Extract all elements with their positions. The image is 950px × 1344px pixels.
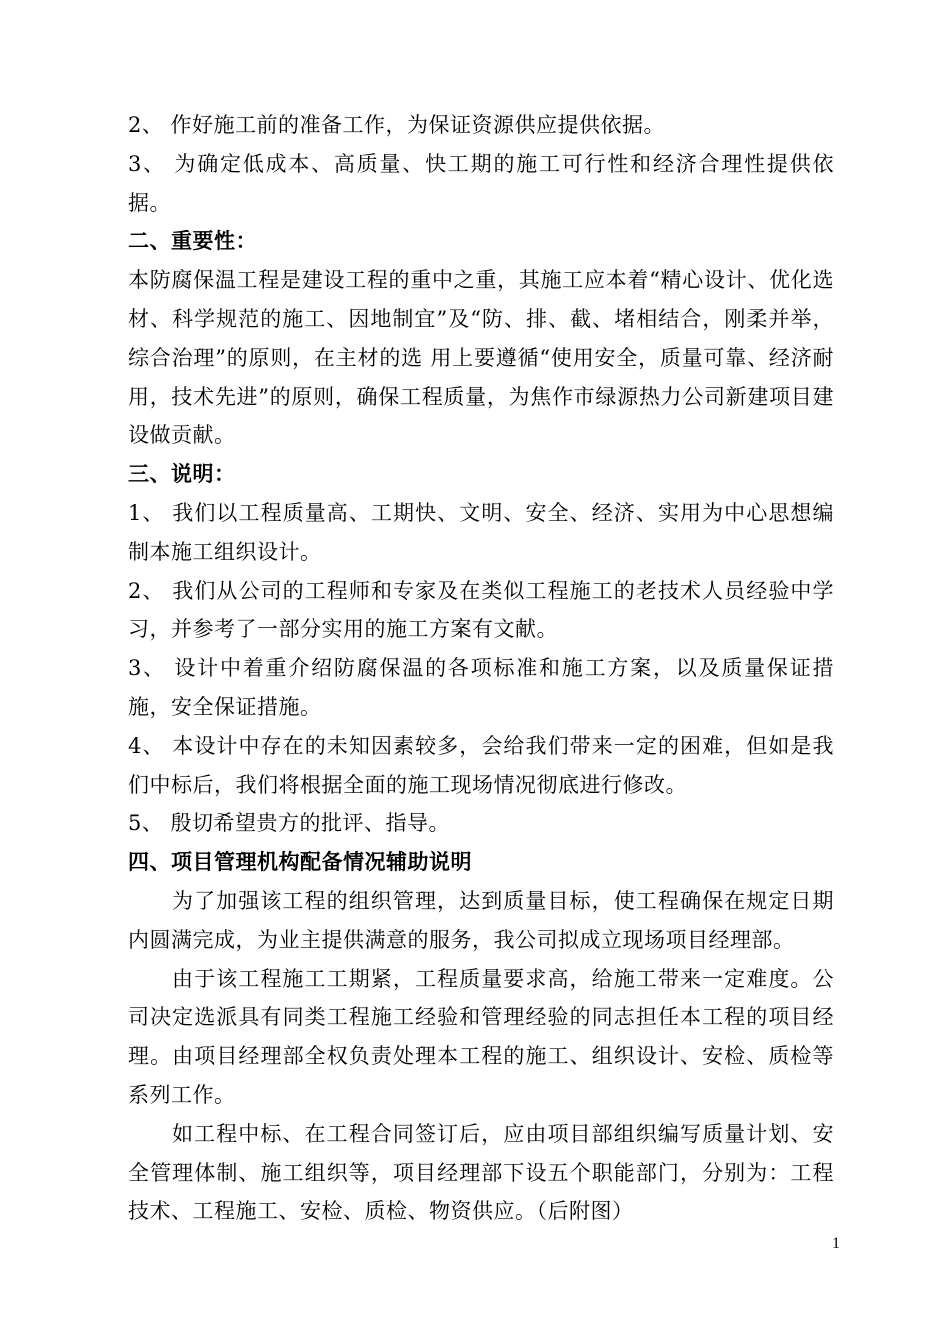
paragraph: 本防腐保温工程是建设工程的重中之重，其施工应本着“精心设计、优化选材、科学规范的施工、因地制宜”及“防、排、截、堵相结合，刚柔并举，综合治理”的原则，在主材的选 用上要遵循“使用安全，质量可靠、经济耐用，技术先进”的原则，确保工程质量，为焦作市绿源热力公司新建项目建设做贡献。 <box>128 268 834 448</box>
paragraph: 为了加强该工程的组织管理，达到质量目标，使工程确保在规定日期内圆满完成，为业主提供满意的服务，我公司拟成立现场项目经理部。 <box>128 888 834 952</box>
list-item: 1、 我们以工程质量高、工期快、文明、安全、经济、实用为中心思想编制本施工组织设计。 <box>128 500 834 564</box>
list-item: 2、 作好施工前的准备工作，为保证资源供应提供依据。 <box>128 113 666 137</box>
list-item: 2、 我们从公司的工程师和专家及在类似工程施工的老技术人员经验中学习，并参考了一部分实用的施工方案有文献。 <box>128 578 834 642</box>
section-heading: 四、项目管理机构配备情况辅助说明 <box>128 849 472 875</box>
paragraph: 由于该工程施工工期紧，工程质量要求高，给施工带来一定难度。公司决定选派具有同类工程施工经验和管理经验的同志担任本工程的项目经理。由项目经理部全权负责处理本工程的施工、组织设计、安检、质检等系列工作。 <box>128 966 834 1107</box>
page-number: 1 <box>832 1235 840 1252</box>
paragraph: 如工程中标、在工程合同签订后，应由项目部组织编写质量计划、安全管理体制、施工组织等，项目经理部下设五个职能部门，分别为：工程技术、工程施工、安检、质检、物资供应。（后附图） <box>128 1121 834 1224</box>
section-heading: 二、重要性： <box>128 228 257 254</box>
list-item: 5、 殷切希望贵方的批评、指导。 <box>128 811 451 836</box>
list-item: 3、 设计中着重介绍防腐保温的各项标准和施工方案，以及质量保证措施，安全保证措施。 <box>128 656 834 719</box>
body-text <box>128 106 834 1231</box>
list-item: 3、 为确定低成本、高质量、快工期的施工可行性和经济合理性提供依据。 <box>128 151 834 215</box>
section-heading: 三、说明： <box>128 461 236 487</box>
list-item: 4、 本设计中存在的未知因素较多，会给我们带来一定的困难，但如是我们中标后，我们将根据全面的施工现场情况彻底进行修改。 <box>128 733 834 797</box>
